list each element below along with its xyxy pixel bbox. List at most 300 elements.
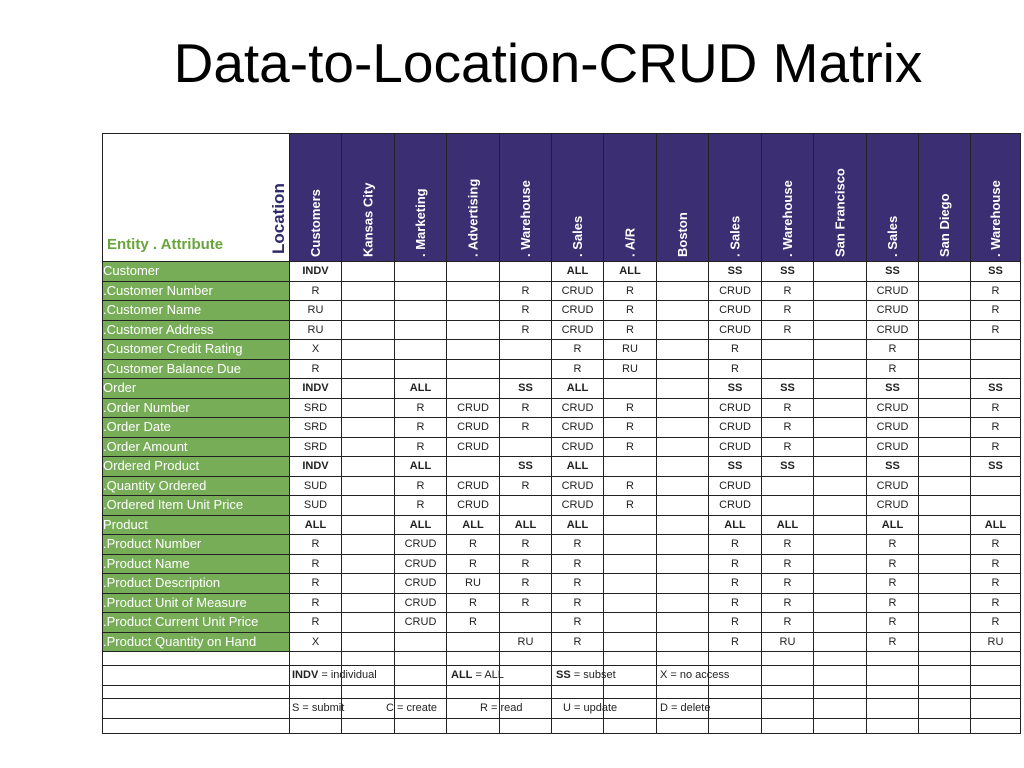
- crud-cell: ALL: [971, 515, 1021, 535]
- legend-create: C = create: [386, 702, 438, 714]
- crud-cell: [919, 301, 971, 321]
- crud-cell: [814, 340, 867, 360]
- column-header-label: . Sales: [727, 215, 743, 257]
- crud-cell: [814, 476, 867, 496]
- crud-cell: CRUD: [867, 418, 919, 438]
- column-header: [867, 134, 919, 262]
- legend-grid-cell: [552, 686, 604, 699]
- crud-cell: [657, 281, 709, 301]
- crud-cell: ALL: [500, 515, 552, 535]
- crud-cell: SS: [500, 379, 552, 399]
- crud-cell: [342, 301, 395, 321]
- legend-row-2: [103, 699, 1021, 719]
- attribute-label: .Order Number: [103, 398, 290, 418]
- location-axis-label: Location: [269, 183, 288, 254]
- crud-cell: [657, 262, 709, 282]
- crud-cell: [604, 632, 657, 652]
- crud-cell: [342, 398, 395, 418]
- legend-grid-cell: [103, 719, 290, 734]
- crud-cell: [447, 340, 500, 360]
- legend-grid-cell: [814, 652, 867, 666]
- attribute-label: .Order Amount: [103, 437, 290, 457]
- crud-cell: SRD: [290, 398, 342, 418]
- column-header-label: Customers: [308, 189, 323, 257]
- crud-cell: [604, 457, 657, 477]
- legend-update: U = update: [563, 702, 618, 714]
- crud-matrix-table: [102, 133, 1021, 734]
- crud-cell: [342, 340, 395, 360]
- crud-cell: [342, 437, 395, 457]
- column-header: [342, 134, 395, 262]
- crud-cell: [762, 340, 814, 360]
- crud-cell: [342, 476, 395, 496]
- crud-cell: [500, 613, 552, 633]
- crud-cell: R: [500, 554, 552, 574]
- crud-cell: R: [500, 593, 552, 613]
- crud-cell: ALL: [604, 262, 657, 282]
- crud-cell: CRUD: [709, 496, 762, 516]
- crud-cell: [657, 437, 709, 457]
- crud-cell: R: [971, 593, 1021, 613]
- crud-cell: CRUD: [447, 496, 500, 516]
- crud-cell: [342, 515, 395, 535]
- column-header: [971, 134, 1021, 262]
- attribute-row: [103, 301, 1021, 321]
- crud-cell: R: [552, 340, 604, 360]
- crud-cell: ALL: [867, 515, 919, 535]
- entity-row: [103, 515, 1021, 535]
- crud-cell: SS: [709, 379, 762, 399]
- attribute-label: .Product Quantity on Hand: [103, 632, 290, 652]
- legend-grid-cell: [762, 652, 814, 666]
- entity-label: Customer: [103, 262, 290, 282]
- crud-cell: [814, 281, 867, 301]
- crud-cell: [919, 632, 971, 652]
- attribute-row: [103, 535, 1021, 555]
- crud-cell: R: [971, 437, 1021, 457]
- crud-cell: [395, 340, 447, 360]
- legend-grid-cell: [709, 719, 762, 734]
- legend-grid-cell: [447, 686, 500, 699]
- crud-cell: [657, 340, 709, 360]
- crud-cell: SS: [762, 457, 814, 477]
- crud-cell: CRUD: [867, 281, 919, 301]
- crud-cell: [395, 320, 447, 340]
- legend-grid-cell: [814, 719, 867, 734]
- legend-grid-cell: [395, 652, 447, 666]
- column-header-label: . Sales: [570, 215, 585, 257]
- attribute-label: .Product Name: [103, 554, 290, 574]
- crud-cell: [814, 457, 867, 477]
- attribute-row: [103, 398, 1021, 418]
- column-header: [395, 134, 447, 262]
- crud-cell: [814, 632, 867, 652]
- crud-cell: RU: [290, 320, 342, 340]
- attribute-row: [103, 593, 1021, 613]
- legend-grid-cell: [867, 666, 919, 686]
- crud-cell: [657, 301, 709, 321]
- crud-cell: [919, 574, 971, 594]
- crud-cell: [604, 515, 657, 535]
- crud-cell: R: [709, 632, 762, 652]
- crud-cell: R: [709, 613, 762, 633]
- crud-cell: [604, 613, 657, 633]
- crud-cell: [657, 379, 709, 399]
- attribute-row: [103, 437, 1021, 457]
- legend-grid-cell: [971, 719, 1021, 734]
- crud-cell: R: [762, 281, 814, 301]
- crud-cell: R: [971, 320, 1021, 340]
- legend-grid-cell: [103, 666, 290, 686]
- crud-cell: R: [447, 554, 500, 574]
- crud-cell: [342, 613, 395, 633]
- crud-cell: R: [552, 593, 604, 613]
- crud-cell: [395, 281, 447, 301]
- legend-spacer-row: [103, 686, 1021, 699]
- legend-grid-cell: [395, 666, 447, 686]
- entity-row: [103, 457, 1021, 477]
- legend-grid-cell: [867, 652, 919, 666]
- crud-cell: R: [867, 554, 919, 574]
- crud-cell: [447, 632, 500, 652]
- crud-cell: [447, 320, 500, 340]
- crud-cell: R: [971, 535, 1021, 555]
- attribute-label: .Customer Credit Rating: [103, 340, 290, 360]
- crud-cell: R: [500, 476, 552, 496]
- crud-cell: SUD: [290, 496, 342, 516]
- crud-cell: [814, 301, 867, 321]
- crud-cell: [919, 437, 971, 457]
- crud-cell: CRUD: [395, 574, 447, 594]
- crud-cell: R: [604, 398, 657, 418]
- attribute-label: .Customer Name: [103, 301, 290, 321]
- legend-grid-cell: [604, 652, 657, 666]
- crud-cell: R: [971, 574, 1021, 594]
- legend-no-access: X = no access: [660, 669, 730, 681]
- column-header: [657, 134, 709, 262]
- crud-cell: R: [604, 437, 657, 457]
- crud-cell: [342, 281, 395, 301]
- crud-cell: [919, 496, 971, 516]
- crud-cell: [342, 554, 395, 574]
- legend-grid-cell: [814, 699, 867, 719]
- crud-cell: [814, 574, 867, 594]
- crud-cell: R: [709, 535, 762, 555]
- legend-delete: D = delete: [660, 702, 711, 714]
- attribute-label: .Customer Number: [103, 281, 290, 301]
- legend-spacer-row: [103, 719, 1021, 734]
- column-header-label: San Diego: [937, 193, 952, 257]
- crud-cell: [971, 359, 1021, 379]
- legend-grid-cell: [762, 719, 814, 734]
- crud-cell: R: [867, 359, 919, 379]
- legend-grid-cell: [447, 719, 500, 734]
- crud-cell: [657, 515, 709, 535]
- crud-cell: R: [395, 418, 447, 438]
- crud-cell: [500, 437, 552, 457]
- legend-grid-cell: [971, 686, 1021, 699]
- legend-grid-cell: [971, 666, 1021, 686]
- crud-cell: R: [447, 535, 500, 555]
- crud-cell: CRUD: [867, 496, 919, 516]
- column-header-label: Kansas City: [360, 182, 376, 257]
- legend-grid-cell: [919, 719, 971, 734]
- crud-cell: RU: [447, 574, 500, 594]
- crud-cell: RU: [604, 359, 657, 379]
- crud-cell: [814, 398, 867, 418]
- crud-cell: [814, 593, 867, 613]
- legend-grid-cell: [867, 699, 919, 719]
- crud-cell: R: [290, 281, 342, 301]
- crud-cell: R: [867, 593, 919, 613]
- crud-cell: SRD: [290, 437, 342, 457]
- crud-cell: [604, 554, 657, 574]
- crud-cell: R: [762, 301, 814, 321]
- crud-cell: INDV: [290, 457, 342, 477]
- crud-cell: [342, 418, 395, 438]
- legend-grid-cell: [342, 719, 395, 734]
- legend-grid-cell: [971, 652, 1021, 666]
- crud-cell: SRD: [290, 418, 342, 438]
- column-header-label: . Warehouse: [518, 180, 533, 257]
- crud-cell: [919, 457, 971, 477]
- column-header-label: San Francisco: [832, 168, 848, 257]
- legend-grid-cell: [867, 719, 919, 734]
- legend-grid-cell: [500, 652, 552, 666]
- crud-cell: [919, 398, 971, 418]
- crud-cell: [814, 320, 867, 340]
- legend-grid-cell: [604, 686, 657, 699]
- crud-cell: [657, 418, 709, 438]
- crud-cell: CRUD: [709, 320, 762, 340]
- crud-cell: R: [604, 476, 657, 496]
- crud-cell: CRUD: [867, 398, 919, 418]
- crud-cell: [814, 418, 867, 438]
- attribute-row: [103, 496, 1021, 516]
- crud-cell: R: [552, 535, 604, 555]
- crud-cell: R: [500, 281, 552, 301]
- crud-cell: R: [762, 320, 814, 340]
- crud-cell: RU: [762, 632, 814, 652]
- crud-cell: CRUD: [552, 398, 604, 418]
- crud-cell: CRUD: [709, 398, 762, 418]
- legend-grid-cell: [552, 719, 604, 734]
- crud-cell: [971, 340, 1021, 360]
- legend-grid-cell: [342, 686, 395, 699]
- column-header-label: . Sales: [885, 215, 900, 257]
- legend-grid-cell: [447, 652, 500, 666]
- attribute-label: .Quantity Ordered: [103, 476, 290, 496]
- crud-cell: ALL: [552, 379, 604, 399]
- crud-cell: R: [762, 574, 814, 594]
- crud-cell: [447, 457, 500, 477]
- legend-area: [103, 652, 1021, 734]
- crud-cell: R: [762, 554, 814, 574]
- crud-cell: R: [867, 613, 919, 633]
- crud-cell: R: [500, 535, 552, 555]
- crud-cell: R: [762, 613, 814, 633]
- legend-read: R = read: [480, 702, 523, 714]
- crud-cell: [814, 262, 867, 282]
- legend-grid-cell: [342, 652, 395, 666]
- corner-header: [103, 134, 290, 262]
- legend-grid-cell: [604, 719, 657, 734]
- attribute-label: .Product Unit of Measure: [103, 593, 290, 613]
- legend-grid-cell: [657, 686, 709, 699]
- crud-cell: [919, 340, 971, 360]
- crud-cell: ALL: [395, 457, 447, 477]
- column-header: [447, 134, 500, 262]
- crud-cell: CRUD: [395, 554, 447, 574]
- crud-cell: R: [867, 632, 919, 652]
- crud-cell: [814, 515, 867, 535]
- crud-cell: [657, 632, 709, 652]
- crud-cell: [395, 301, 447, 321]
- crud-cell: R: [971, 301, 1021, 321]
- crud-cell: [447, 359, 500, 379]
- crud-cell: SS: [867, 379, 919, 399]
- attribute-row: [103, 613, 1021, 633]
- crud-cell: R: [552, 359, 604, 379]
- crud-cell: R: [500, 418, 552, 438]
- column-header: [604, 134, 657, 262]
- crud-cell: [342, 632, 395, 652]
- legend-grid-cell: [290, 686, 342, 699]
- legend-all: ALL = ALL: [451, 669, 504, 681]
- legend-grid-cell: [657, 652, 709, 666]
- crud-cell: CRUD: [867, 320, 919, 340]
- attribute-row: [103, 632, 1021, 652]
- crud-cell: R: [552, 574, 604, 594]
- crud-cell: CRUD: [447, 398, 500, 418]
- crud-cell: SS: [709, 457, 762, 477]
- crud-cell: [814, 437, 867, 457]
- legend-grid-cell: [500, 686, 552, 699]
- crud-cell: [919, 320, 971, 340]
- crud-cell: [447, 301, 500, 321]
- crud-cell: [919, 262, 971, 282]
- column-header: [552, 134, 604, 262]
- entity-label: Product: [103, 515, 290, 535]
- crud-cell: [500, 262, 552, 282]
- crud-cell: R: [709, 574, 762, 594]
- crud-cell: ALL: [762, 515, 814, 535]
- crud-cell: [919, 593, 971, 613]
- crud-cell: CRUD: [552, 437, 604, 457]
- attribute-label: .Product Current Unit Price: [103, 613, 290, 633]
- crud-cell: [762, 476, 814, 496]
- crud-cell: R: [552, 632, 604, 652]
- crud-cell: [919, 476, 971, 496]
- crud-cell: R: [290, 574, 342, 594]
- crud-cell: ALL: [552, 515, 604, 535]
- crud-cell: INDV: [290, 379, 342, 399]
- legend-grid-cell: [762, 666, 814, 686]
- crud-cell: [342, 457, 395, 477]
- crud-cell: [919, 379, 971, 399]
- crud-cell: CRUD: [447, 437, 500, 457]
- crud-cell: CRUD: [867, 437, 919, 457]
- column-header: [919, 134, 971, 262]
- crud-cell: [657, 554, 709, 574]
- column-header-label: . Warehouse: [780, 180, 795, 257]
- crud-cell: R: [762, 437, 814, 457]
- column-header: [814, 134, 867, 262]
- crud-cell: [971, 496, 1021, 516]
- column-header-label: Boston: [675, 212, 690, 257]
- attribute-label: .Product Number: [103, 535, 290, 555]
- crud-cell: [919, 359, 971, 379]
- crud-cell: CRUD: [709, 437, 762, 457]
- crud-cell: R: [709, 593, 762, 613]
- attribute-row: [103, 554, 1021, 574]
- attribute-label: .Product Description: [103, 574, 290, 594]
- crud-cell: [657, 398, 709, 418]
- crud-cell: SS: [971, 379, 1021, 399]
- legend-grid-cell: [919, 699, 971, 719]
- crud-cell: R: [447, 593, 500, 613]
- crud-cell: R: [971, 613, 1021, 633]
- crud-cell: [971, 476, 1021, 496]
- crud-cell: R: [971, 418, 1021, 438]
- crud-cell: SS: [867, 262, 919, 282]
- crud-cell: R: [867, 535, 919, 555]
- entity-row: [103, 262, 1021, 282]
- crud-cell: [604, 535, 657, 555]
- crud-cell: [395, 359, 447, 379]
- crud-cell: R: [290, 359, 342, 379]
- crud-cell: INDV: [290, 262, 342, 282]
- crud-cell: [395, 632, 447, 652]
- legend-grid-cell: [500, 719, 552, 734]
- legend-grid-cell: [709, 652, 762, 666]
- crud-cell: R: [395, 476, 447, 496]
- crud-cell: [342, 262, 395, 282]
- legend-ss: SS = subset: [556, 669, 616, 681]
- crud-cell: [447, 262, 500, 282]
- crud-cell: [604, 379, 657, 399]
- crud-cell: R: [604, 320, 657, 340]
- crud-cell: [919, 613, 971, 633]
- crud-cell: SS: [500, 457, 552, 477]
- legend-grid-cell: [919, 686, 971, 699]
- crud-cell: [604, 574, 657, 594]
- crud-cell: [814, 613, 867, 633]
- entity-attribute-axis-label: Entity . Attribute: [107, 236, 224, 253]
- crud-cell: [657, 535, 709, 555]
- crud-cell: [342, 320, 395, 340]
- crud-cell: R: [971, 281, 1021, 301]
- crud-cell: [657, 496, 709, 516]
- crud-cell: [447, 281, 500, 301]
- entity-label: Order: [103, 379, 290, 399]
- crud-cell: CRUD: [709, 418, 762, 438]
- legend-grid-cell: [762, 699, 814, 719]
- crud-cell: [919, 515, 971, 535]
- attribute-row: [103, 418, 1021, 438]
- crud-cell: R: [552, 554, 604, 574]
- crud-cell: [500, 359, 552, 379]
- legend-indv: INDV = individual: [292, 669, 377, 681]
- legend-grid-cell: [814, 686, 867, 699]
- crud-cell: R: [762, 398, 814, 418]
- crud-cell: [342, 496, 395, 516]
- crud-cell: [657, 476, 709, 496]
- legend-grid-cell: [103, 686, 290, 699]
- legend-grid-cell: [290, 652, 342, 666]
- crud-cell: CRUD: [447, 418, 500, 438]
- crud-cell: R: [971, 398, 1021, 418]
